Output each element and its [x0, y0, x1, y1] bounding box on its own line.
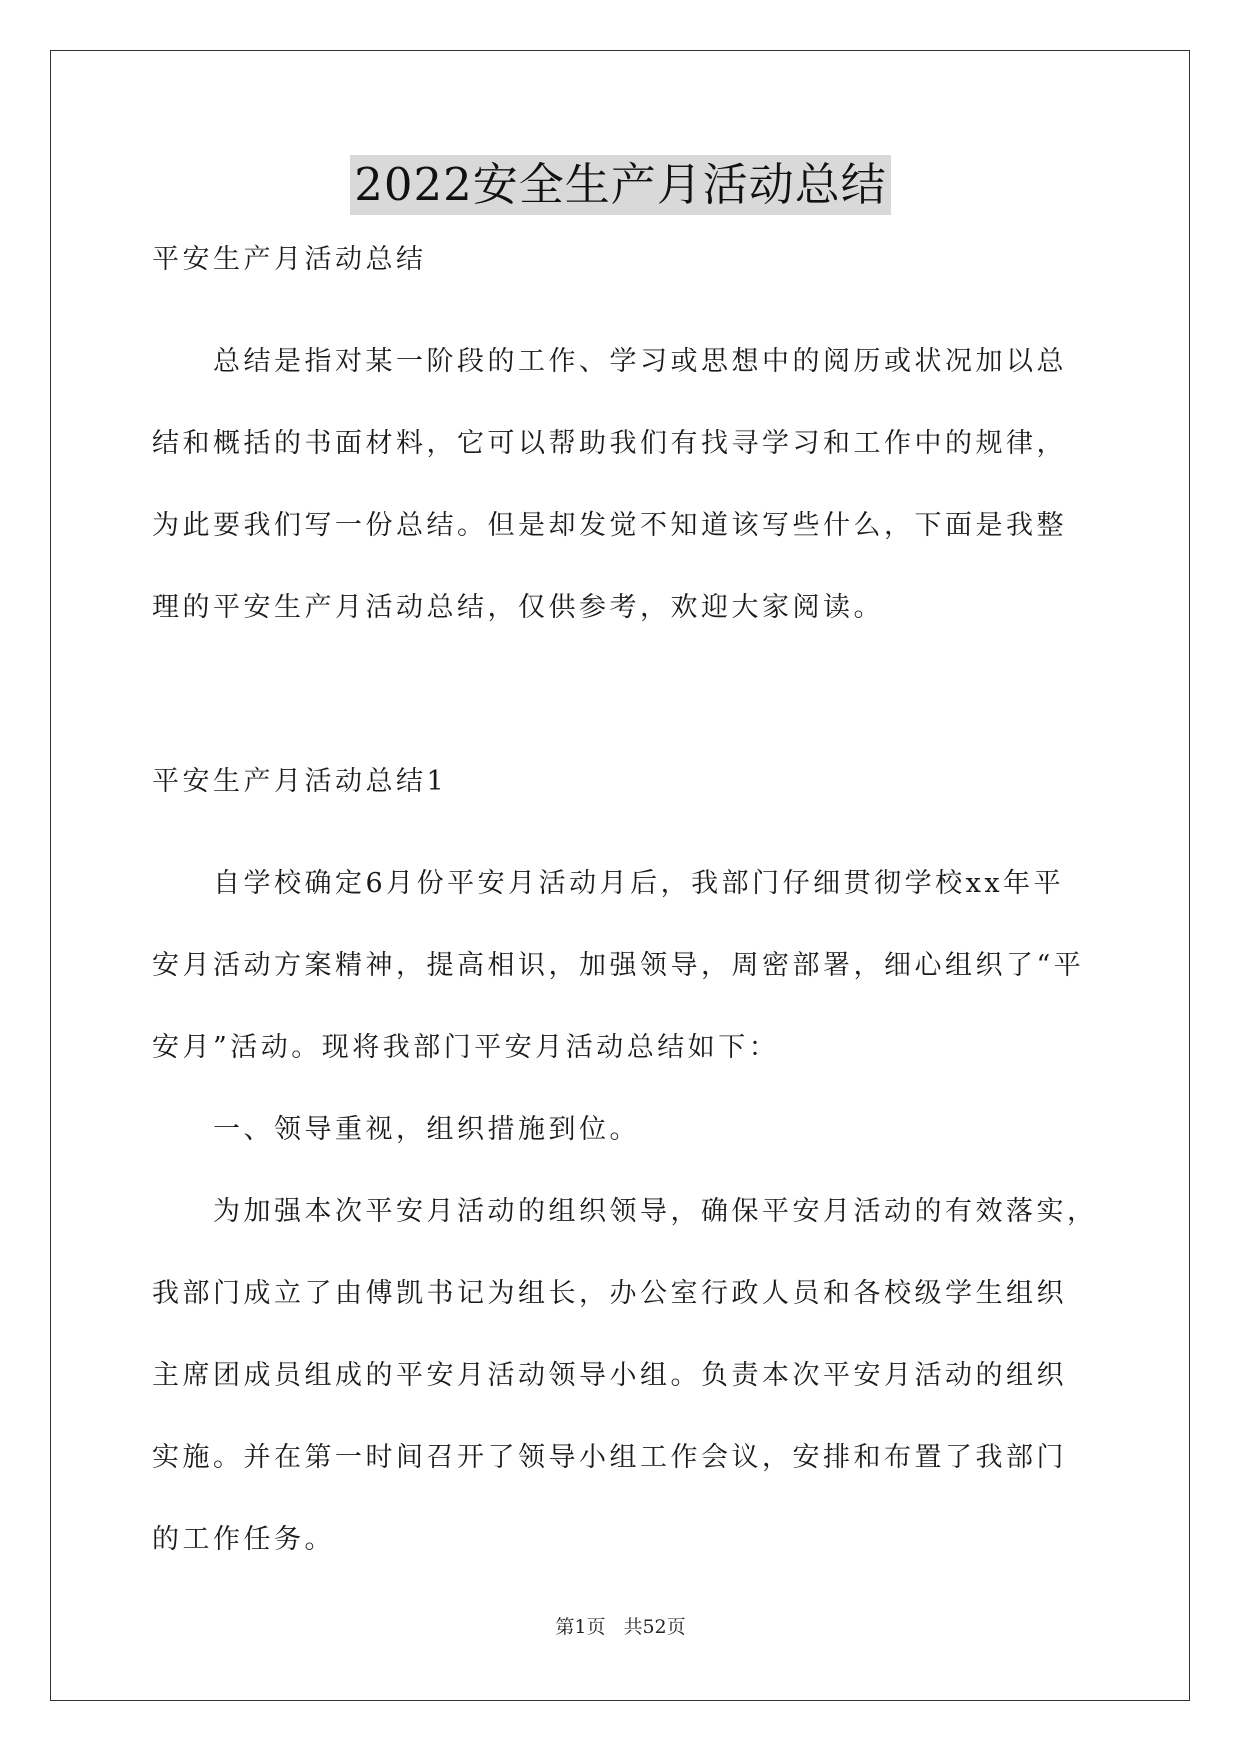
intro-line-1: 总结是指对某一阶段的工作、学习或思想中的阅历或状况加以总 [213, 346, 1067, 377]
section-line-5: 为加强本次平安月活动的组织领导，确保平安月活动的有效落实， [213, 1196, 1098, 1227]
document-title: 2022安全生产月活动总结 [350, 155, 891, 215]
section-line-1: 自学校确定6月份平安月活动月后，我部门仔细贯彻学校xx年平 [213, 868, 1065, 899]
section-line-9: 的工作任务。 [152, 1524, 335, 1555]
section-heading: 平安生产月活动总结1 [152, 766, 448, 797]
section-line-4: 一、领导重视，组织措施到位。 [213, 1114, 640, 1145]
section-line-6: 我部门成立了由傅凯书记为组长，办公室行政人员和各校级学生组织 [152, 1278, 1067, 1309]
section-line-8: 实施。并在第一时间召开了领导小组工作会议，安排和布置了我部门 [152, 1442, 1067, 1473]
section-line-3: 安月”活动。现将我部门平安月活动总结如下： [152, 1032, 780, 1063]
page-footer [0, 1615, 1241, 1639]
subtitle: 平安生产月活动总结 [152, 244, 427, 275]
title-container [0, 155, 1241, 215]
page-number: 第1页 [555, 1616, 606, 1638]
intro-line-4: 理的平安生产月活动总结，仅供参考，欢迎大家阅读。 [152, 592, 884, 623]
section-line-2: 安月活动方案精神，提高相识，加强领导，周密部署，细心组织了“平 [152, 950, 1085, 981]
intro-line-3: 为此要我们写一份总结。但是却发觉不知道该写些什么，下面是我整 [152, 510, 1067, 541]
page-total: 共52页 [623, 1616, 686, 1638]
intro-line-2: 结和概括的书面材料，它可以帮助我们有找寻学习和工作中的规律， [152, 428, 1067, 459]
section-line-7: 主席团成员组成的平安月活动领导小组。负责本次平安月活动的组织 [152, 1360, 1067, 1391]
